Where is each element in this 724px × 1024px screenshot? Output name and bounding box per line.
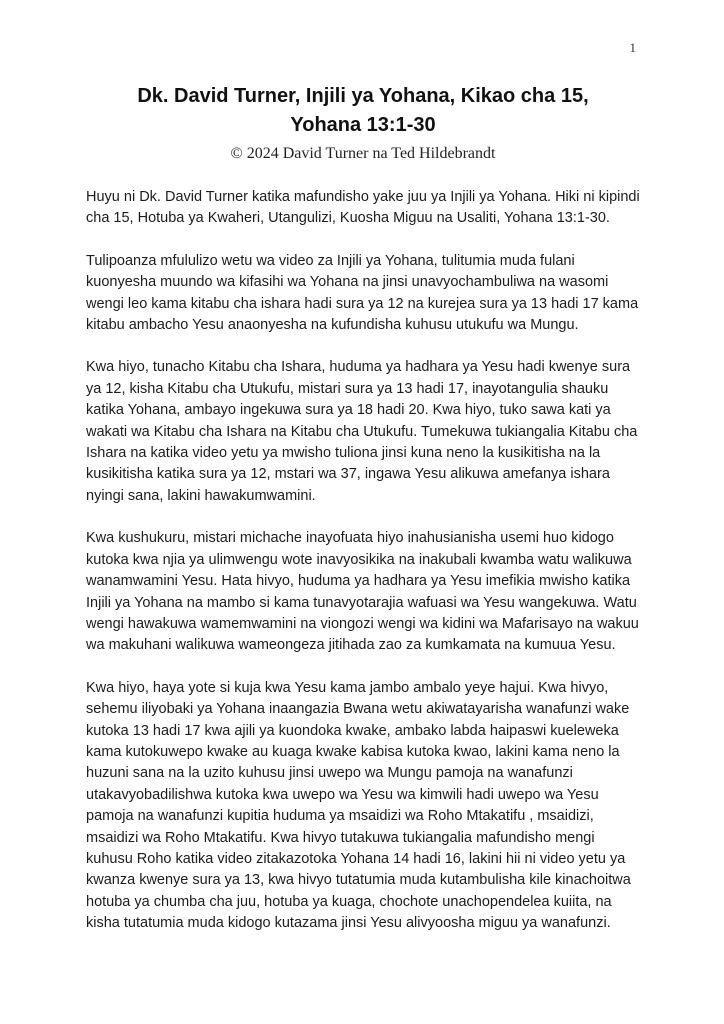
body-paragraph-3: Kwa hiyo, tunacho Kitabu cha Ishara, huduma ya hadhara ya Yesu hadi kwenye sura ya 12, kisha Kitabu cha Utukufu, mistari sura ya 13 hadi 17, inayotangulia shauku katika Yohana, ambayo ingekuwa sura ya 18 hadi 20. Kwa hiyo, tuko sawa kati ya wakati wa Kitabu cha Ishara na Kitabu cha Utukufu. Tumekuwa tukiangalia Kitabu cha Ishara na katika video yetu ya mwisho tuliona jinsi kuna neno la kusikitisha na la kusikitisha katika sura ya 12, mstari wa 37, ingawa Yesu alikuwa amefanya ishara nyingi sana, lakini hawakumwamini.	[86, 359, 638, 504]
page-number: 1	[629, 40, 636, 55]
document-title-line2: Yohana 13:1-30	[290, 114, 436, 136]
document-body	[86, 187, 640, 935]
body-paragraph-4: Kwa kushukuru, mistari michache inayofuata hiyo inahusianisha usemi huo kidogo kutoka kwa njia ya ulimwengu wote inavyosikika na inakubali kwamba watu walikuwa wanamwamini Yesu. Hata hivyo, huduma ya hadhara ya Yesu imefikia mwisho katika Injili ya Yohana na mambo si kama tunavyotarajia wafuasi wa Yesu wangekuwa. Watu wengi hawakuwa wamemwamini na viongozi wengi wa kidini wa Mafarisayo na wakuu wa makuhani walikuwa wameongeza jitihada zao za kumkamata na kumuua Yesu.	[86, 530, 639, 654]
document-title-line1: Dk. David Turner, Injili ya Yohana, Kikao cha 15,	[137, 85, 589, 107]
page-content	[0, 82, 724, 935]
copyright-line: © 2024 David Turner na Ted Hildebrandt	[230, 145, 496, 162]
body-paragraph-2: Tulipoanza mfululizo wetu wa video za Injili ya Yohana, tulitumia muda fulani kuonyesha muundo wa kifasihi wa Yohana na jinsi unavyochambuliwa na wasomi wengi leo kama kitabu cha ishara hadi sura ya 12 na kurejea sura ya 13 hadi 17 kama kitabu ambacho Yesu anaonyesha na kufundisha kuhusu utukufu wa Mungu.	[86, 252, 639, 334]
document-title	[86, 82, 640, 140]
body-paragraph-1: Huyu ni Dk. David Turner katika mafundisho yake juu ya Injili ya Yohana. Hiki ni kipindi cha 15, Hotuba ya Kwaheri, Utangulizi, Kuosha Miguu na Usaliti, Yohana 13:1-30.	[86, 189, 640, 227]
body-paragraph-5: Kwa hiyo, haya yote si kuja kwa Yesu kama jambo ambalo yeye hajui. Kwa hivyo, sehemu iliyobaki ya Yohana inaangazia Bwana wetu akiwatayarisha wanafunzi wake kutoka 13 hadi 17 kwa ajili ya kuondoka kwake, ambako labda haipaswi kueleweka kama kutokuwepo kwake au kuaga kwake kabisa kutoka kwao, lakini kama neno la huzuni sana na la uzito kuhusu jinsi uwepo wa Mungu pamoja na wanafunzi utakavyobadilishwa kutoka kwa uwepo wa Yesu wa kimwili hadi uwepo wa Yesu pamoja na wanafunzi kupitia huduma ya msaidizi wa Roho Mtakatifu , msaidizi, msaidizi wa Roho Mtakatifu. Kwa hivyo tutakuwa tukiangalia mafundisho mengi kuhusu Roho katika video zitakazotoka Yohana 14 hadi 16, lakini hii ni video yetu ya kwanza kwenye sura ya 13, kwa hivyo tutatumia muda kutambulisha kile kinachoitwa hotuba ya chumba cha juu, hotuba ya kuaga, chochote unachopendelea kuiita, na kisha tutatumia muda kidogo kutazama jinsi Yesu alivyoosha miguu ya wanafunzi.	[86, 679, 631, 932]
